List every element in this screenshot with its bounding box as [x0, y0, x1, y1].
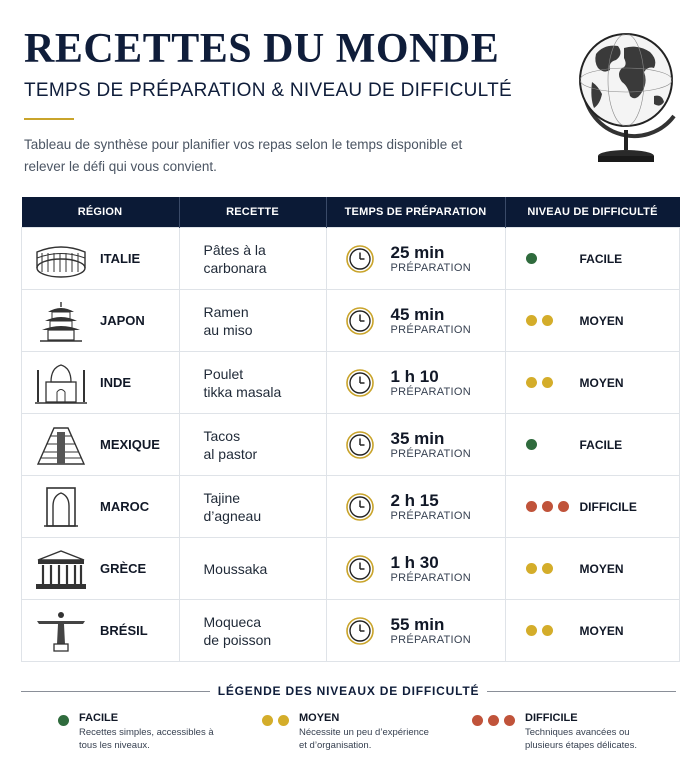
time-cell [326, 600, 505, 662]
prep-time: 55 min [390, 615, 445, 634]
region-cell [22, 228, 180, 290]
region-cell [22, 476, 180, 538]
difficulty-label: MOYEN [579, 561, 624, 576]
difficulty-dot [526, 563, 537, 574]
clock-icon [345, 492, 375, 522]
recipe-name: Ramen au miso [203, 303, 253, 338]
difficulty-label: MOYEN [579, 375, 624, 390]
recipe-cell [179, 290, 326, 352]
recipe-cell [179, 414, 326, 476]
difficulty-cell [505, 352, 680, 414]
region-name: BRÉSIL [100, 623, 148, 638]
table-row [22, 352, 680, 414]
table-row [22, 228, 680, 290]
region-cell [22, 352, 180, 414]
legend-label-medium: MOYEN [299, 712, 340, 724]
region-cell [22, 538, 180, 600]
region-cell [22, 414, 180, 476]
recipe-name: Poulet tikka masala [203, 365, 282, 400]
recipe-name: Pâtes à la carbonara [203, 241, 267, 276]
taj-mahal-icon [34, 362, 88, 404]
time-cell [326, 414, 505, 476]
prep-time-label: PRÉPARATION [390, 324, 472, 336]
clock-icon [345, 244, 375, 274]
region-cell [22, 290, 180, 352]
prep-time-label: PRÉPARATION [390, 262, 472, 274]
clock-icon [345, 616, 375, 646]
difficulty-dot [526, 315, 537, 326]
clock-icon [345, 306, 375, 336]
difficulty-cell [505, 290, 680, 352]
legend-label-hard: DIFFICILE [525, 712, 578, 724]
legend-item-hard [472, 712, 665, 752]
legend-item-easy [58, 712, 219, 752]
region-name: JAPON [100, 313, 145, 328]
difficulty-dot [526, 439, 537, 450]
difficulty-cell [505, 414, 680, 476]
recipe-cell [179, 538, 326, 600]
time-cell [326, 290, 505, 352]
legend-dots-hard [472, 715, 515, 752]
prep-time: 1 h 10 [390, 367, 439, 386]
difficulty-dot [526, 625, 537, 636]
column-header-region: RÉGION [22, 197, 180, 228]
difficulty-dot [542, 563, 553, 574]
recipe-name: Moqueca de poisson [203, 613, 272, 648]
recipe-cell [179, 600, 326, 662]
legend-label-easy: FACILE [79, 712, 119, 724]
difficulty-dot [504, 715, 515, 726]
difficulty-dots [526, 439, 580, 450]
difficulty-cell [505, 600, 680, 662]
difficulty-cell [505, 476, 680, 538]
legend-desc-hard: Techniques avancées ou plusieurs étapes délicates. [525, 727, 637, 751]
table-row [22, 414, 680, 476]
clock-icon [345, 554, 375, 584]
difficulty-label: DIFFICILE [579, 499, 637, 514]
difficulty-dot [542, 625, 553, 636]
legend-title: LÉGENDE DES NIVEAUX DE DIFFICULTÉ [210, 684, 488, 698]
column-header-time: TEMPS DE PRÉPARATION [326, 197, 505, 228]
recipe-cell [179, 476, 326, 538]
colosseum-icon [34, 238, 88, 280]
time-cell [326, 352, 505, 414]
difficulty-dot [526, 377, 537, 388]
table-row [22, 600, 680, 662]
difficulty-dots [526, 625, 580, 636]
clock-icon [345, 430, 375, 460]
difficulty-dot [262, 715, 273, 726]
moorish-arch-icon [34, 486, 88, 528]
legend-desc-medium: Nécessite un peu d’expérience et d’organisation. [299, 727, 429, 751]
difficulty-label: FACILE [579, 251, 623, 266]
difficulty-dot [488, 715, 499, 726]
legend-dots-easy [58, 715, 69, 752]
difficulty-dot [58, 715, 69, 726]
region-name: MEXIQUE [100, 437, 160, 452]
time-cell [326, 228, 505, 290]
region-name: ITALIE [100, 251, 141, 266]
prep-time: 35 min [390, 429, 445, 448]
prep-time: 25 min [390, 243, 445, 262]
time-cell [326, 476, 505, 538]
table-row [22, 290, 680, 352]
difficulty-dot [526, 501, 537, 512]
difficulty-label: MOYEN [579, 313, 624, 328]
difficulty-dot [278, 715, 289, 726]
recipe-name: Moussaka [203, 560, 268, 577]
table-row [22, 476, 680, 538]
difficulty-label: MOYEN [579, 623, 624, 638]
legend-dots-medium [262, 715, 289, 752]
difficulty-dots [526, 253, 580, 264]
legend-desc-easy: Recettes simples, accessibles à tous les niveaux. [79, 727, 214, 751]
page-title: RECETTES DU MONDE [24, 26, 500, 72]
difficulty-dot [526, 253, 537, 264]
difficulty-cell [505, 538, 680, 600]
pagoda-icon [34, 300, 88, 342]
prep-time-label: PRÉPARATION [390, 510, 472, 522]
clock-icon [345, 368, 375, 398]
difficulty-label: FACILE [579, 437, 623, 452]
recipe-name: Tacos al pastor [203, 427, 258, 462]
legend-item-medium [262, 712, 439, 752]
difficulty-dot [472, 715, 483, 726]
region-name: INDE [100, 375, 132, 390]
difficulty-dot [542, 377, 553, 388]
prep-time: 45 min [390, 305, 445, 324]
greek-temple-icon [34, 548, 88, 590]
difficulty-dots [526, 501, 580, 512]
prep-time: 2 h 15 [390, 491, 439, 510]
difficulty-dots [526, 315, 580, 326]
difficulty-cell [505, 228, 680, 290]
difficulty-dot [542, 501, 553, 512]
pyramid-icon [34, 424, 88, 466]
column-header-recipe: RECETTE [179, 197, 326, 228]
difficulty-dots [526, 563, 580, 574]
difficulty-dot [542, 315, 553, 326]
title-underline [24, 118, 74, 120]
prep-time-label: PRÉPARATION [390, 386, 472, 398]
prep-time-label: PRÉPARATION [390, 572, 472, 584]
christ-statue-icon [34, 610, 88, 652]
region-name: GRÈCE [100, 561, 147, 576]
region-cell [22, 600, 180, 662]
globe-icon [566, 18, 688, 168]
recipe-name: Tajine d’agneau [203, 489, 262, 524]
region-name: MAROC [100, 499, 150, 514]
prep-time-label: PRÉPARATION [390, 448, 472, 460]
table-row [22, 538, 680, 600]
difficulty-dot [558, 501, 569, 512]
page-subtitle: TEMPS DE PRÉPARATION & NIVEAU DE DIFFICULTÉ [24, 80, 512, 101]
time-cell [326, 538, 505, 600]
table-header-row [22, 197, 680, 228]
prep-time: 1 h 30 [390, 553, 439, 572]
recipe-cell [179, 228, 326, 290]
page-description: Tableau de synthèse pour planifier vos repas selon le temps disponible et relever le défi qui vous convient. [24, 137, 463, 174]
recipes-table [21, 197, 680, 662]
recipe-cell [179, 352, 326, 414]
column-header-difficulty: NIVEAU DE DIFFICULTÉ [505, 197, 680, 228]
difficulty-dots [526, 377, 580, 388]
prep-time-label: PRÉPARATION [390, 634, 472, 646]
